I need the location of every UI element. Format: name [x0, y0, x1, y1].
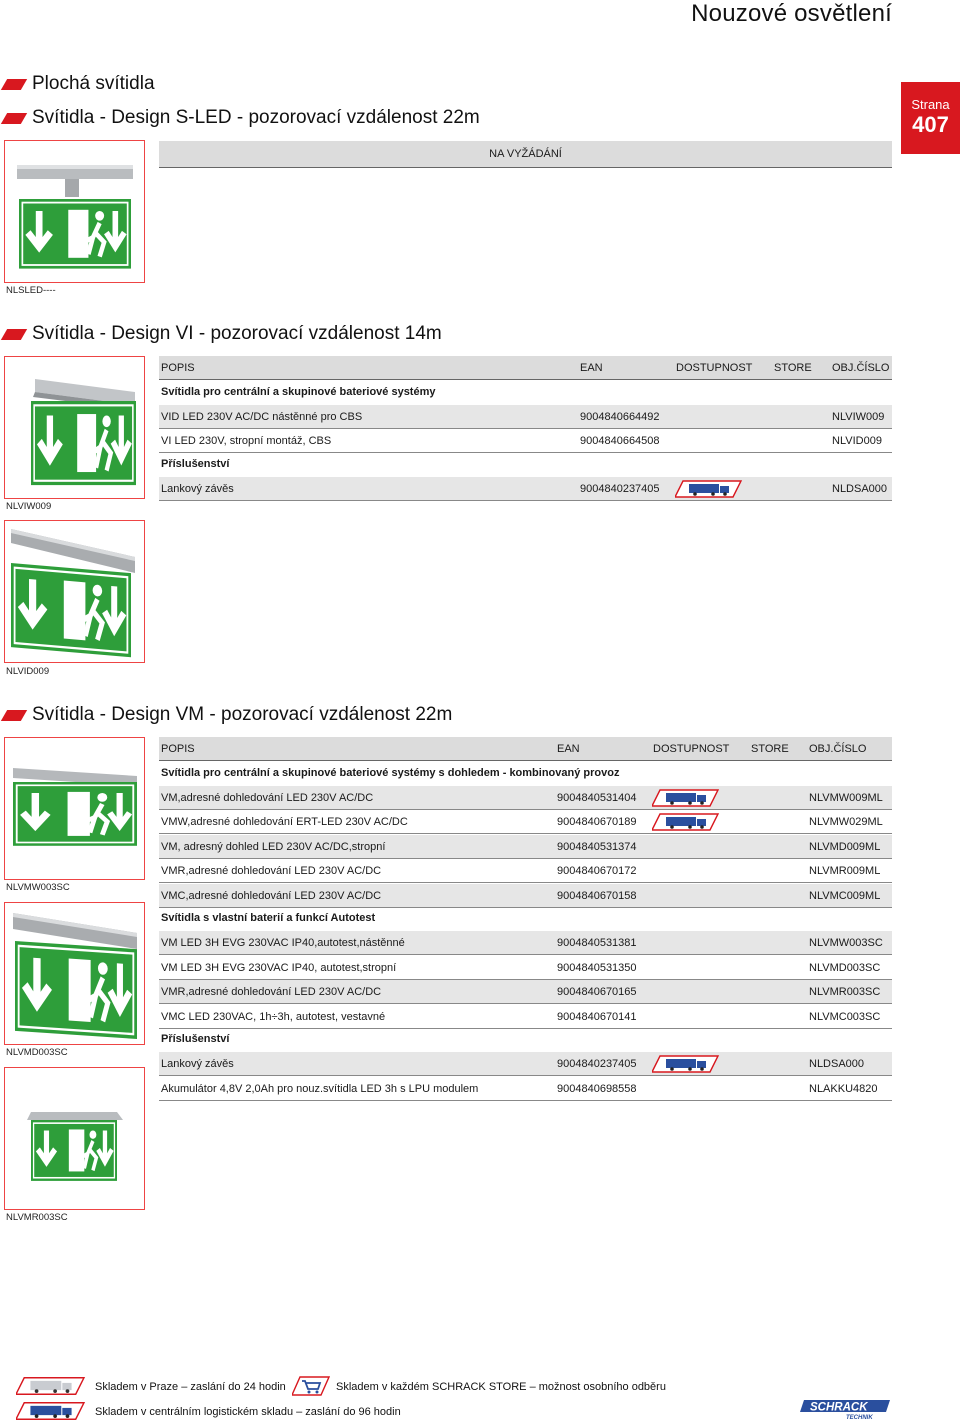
cell-popis: VMW,adresné dohledování ERT-LED 230V AC/DC: [161, 816, 408, 828]
section-title-sled: [32, 107, 480, 129]
product-image-nlsled: [4, 140, 145, 283]
section-title-text: Plochá svítidla: [32, 73, 155, 94]
section-title-vm: [32, 704, 452, 726]
group-label: Příslušenství: [161, 1033, 230, 1045]
cell-ean: 9004840531404: [557, 792, 637, 804]
schrack-logo: [800, 1398, 890, 1420]
exit-sign-icon: [5, 903, 144, 1044]
cell-popis: VM LED 3H EVG 230VAC IP40, autotest,stropní: [161, 962, 397, 974]
col-store: STORE: [751, 743, 789, 755]
table-row: [159, 859, 892, 883]
table-row: [159, 477, 892, 501]
col-store: STORE: [774, 362, 812, 374]
cell-popis: VMC,adresné dohledování LED 230V AC/DC: [161, 890, 382, 902]
cell-ean: 9004840670172: [557, 865, 637, 877]
cell-popis: VMR,adresné dohledování LED 230V AC/DC: [161, 986, 382, 998]
legend-store: Skladem v každém SCHRACK STORE – možnost osobního odběru: [336, 1381, 666, 1393]
legend-prague: Skladem v Praze – zaslání do 24 hodin: [95, 1381, 286, 1393]
table-row: [159, 956, 892, 980]
exit-sign-icon: [5, 357, 144, 498]
product-image-nlvmd003sc: [4, 902, 145, 1045]
cell-ean: 9004840698558: [557, 1083, 637, 1095]
image-label: NLVIW009: [6, 501, 52, 512]
cell-obj: NLDSA000: [809, 1058, 865, 1070]
truck-icon: [652, 1055, 720, 1073]
page-number-badge: [901, 82, 960, 154]
cell-popis: VI LED 230V, stropní montáž, CBS: [161, 435, 332, 447]
image-label: NLSLED----: [6, 285, 56, 296]
cell-obj: NLVMD003SC: [809, 962, 881, 974]
cell-obj: NLAKKU4820: [809, 1083, 878, 1095]
cell-ean: 9004840664492: [580, 411, 660, 423]
cell-ean: 9004840531350: [557, 962, 637, 974]
logo-text: SCHRACK: [810, 1401, 868, 1414]
table-row: [159, 884, 892, 908]
col-popis: POPIS: [161, 743, 195, 755]
group-label: Svítidla s vlastní baterií a funkcí Autotest: [161, 912, 376, 924]
table-row: [159, 810, 892, 834]
product-image-nlviw009: [4, 356, 145, 499]
table-header-vi: [159, 356, 892, 380]
page-number: 407: [912, 112, 949, 137]
group-row: [159, 906, 892, 930]
cell-popis: VM LED 3H EVG 230VAC IP40,autotest,nástěnné: [161, 937, 405, 949]
col-dostupnost: DOSTUPNOST: [653, 743, 730, 755]
col-ean: EAN: [580, 362, 603, 374]
exit-sign-icon: [5, 1068, 144, 1209]
cell-ean: 9004840670165: [557, 986, 637, 998]
section-title-text: Svítidla - Design VM - pozorovací vzdálenost 22m: [32, 704, 453, 725]
cell-popis: VM,adresné dohledování LED 230V AC/DC: [161, 792, 374, 804]
cell-popis: VMR,adresné dohledování LED 230V AC/DC: [161, 865, 382, 877]
table-header-vm: [159, 737, 892, 761]
table-row: [159, 931, 892, 955]
cell-popis: Akumulátor 4,8V 2,0Ah pro nouz.svítidla LED 3h s LPU modulem: [161, 1083, 479, 1095]
col-obj: OBJ.ČÍSLO: [832, 362, 890, 374]
exit-sign-icon: [5, 521, 144, 662]
cell-popis: VMC LED 230VAC, 1h÷3h, autotest, vestavné: [161, 1011, 386, 1023]
product-image-nlvmr003sc: [4, 1067, 145, 1210]
cell-ean: 9004840670141: [557, 1011, 637, 1023]
table-row: [159, 1052, 892, 1076]
exit-sign-icon: [5, 738, 144, 879]
group-label: Svítidla pro centrální a skupinové bateriové systémy s dohledem - kombinovaný provoz: [161, 767, 620, 779]
table-row: [159, 1005, 892, 1029]
cell-obj: NLVMW029ML: [809, 816, 883, 828]
truck-prague-icon: [16, 1376, 86, 1396]
group-row: [159, 380, 892, 404]
page-label: Strana: [911, 97, 950, 112]
section-title-text: Svítidla - Design VI - pozorovací vzdálenost 14m: [32, 323, 442, 344]
group-label: Příslušenství: [161, 458, 230, 470]
table-row: [159, 1077, 892, 1101]
col-obj: OBJ.ČÍSLO: [809, 743, 867, 755]
cell-obj: NLVID009: [832, 435, 882, 447]
product-image-nlvmw003sc: [4, 737, 145, 880]
cell-obj: NLVMC003SC: [809, 1011, 881, 1023]
product-image-nlvid009: [4, 520, 145, 663]
table-row: [159, 429, 892, 453]
exit-sign-icon: [5, 141, 144, 282]
image-label: NLVMR003SC: [6, 1212, 68, 1223]
section-title-text: Svítidla - Design S-LED - pozorovací vzdálenost 22m: [32, 107, 480, 128]
cell-popis: VID LED 230V AC/DC nástěnné pro CBS: [161, 411, 363, 423]
red-bullet-icon: [1, 79, 27, 90]
cell-obj: NLDSA000: [832, 483, 888, 495]
cell-ean: 9004840531381: [557, 937, 637, 949]
group-row: [159, 452, 892, 476]
truck-icon: [652, 789, 720, 807]
cell-obj: NLVIW009: [832, 411, 885, 423]
red-bullet-icon: [1, 329, 27, 340]
cell-obj: NLVMD009ML: [809, 841, 881, 853]
on-request-banner: NA VYŽÁDÁNÍ: [159, 141, 892, 168]
cell-obj: NLVMW009ML: [809, 792, 883, 804]
cell-popis: VM, adresný dohled LED 230V AC/DC,stropní: [161, 841, 386, 853]
table-row: [159, 405, 892, 429]
group-row: [159, 761, 892, 785]
cell-popis: Lankový závěs: [161, 483, 234, 495]
truck-central-icon: [16, 1401, 86, 1421]
red-bullet-icon: [1, 710, 27, 721]
cell-ean: 9004840670158: [557, 890, 637, 902]
table-row: [159, 786, 892, 810]
cell-obj: NLVMW003SC: [809, 937, 883, 949]
cell-obj: NLVMR009ML: [809, 865, 881, 877]
cell-ean: 9004840670189: [557, 816, 637, 828]
cell-ean: 9004840531374: [557, 841, 637, 853]
logo-subtext: TECHNIK: [846, 1415, 873, 1420]
truck-icon: [652, 813, 720, 831]
group-label: Svítidla pro centrální a skupinové bateriové systémy: [161, 386, 436, 398]
table-row: [159, 835, 892, 859]
cell-ean: 9004840237405: [580, 483, 660, 495]
section-title-flat: [32, 73, 155, 95]
image-label: NLVMW003SC: [6, 882, 70, 893]
page-header-title: Nouzové osvětlení: [691, 0, 892, 27]
cart-store-icon: [292, 1376, 330, 1396]
section-title-vi: [32, 323, 442, 345]
cell-ean: 9004840664508: [580, 435, 660, 447]
legend-central: Skladem v centrálním logistickém skladu – zaslání do 96 hodin: [95, 1406, 401, 1418]
cell-obj: NLVMR003SC: [809, 986, 881, 998]
red-bullet-icon: [1, 113, 27, 124]
truck-icon: [675, 480, 743, 498]
cell-popis: Lankový závěs: [161, 1058, 234, 1070]
col-popis: POPIS: [161, 362, 195, 374]
table-row: [159, 980, 892, 1004]
image-label: NLVMD003SC: [6, 1047, 68, 1058]
col-dostupnost: DOSTUPNOST: [676, 362, 753, 374]
group-row: [159, 1027, 892, 1051]
cell-ean: 9004840237405: [557, 1058, 637, 1070]
image-label: NLVID009: [6, 666, 50, 677]
cell-obj: NLVMC009ML: [809, 890, 881, 902]
schrack-logo-icon: [800, 1398, 890, 1420]
col-ean: EAN: [557, 743, 580, 755]
